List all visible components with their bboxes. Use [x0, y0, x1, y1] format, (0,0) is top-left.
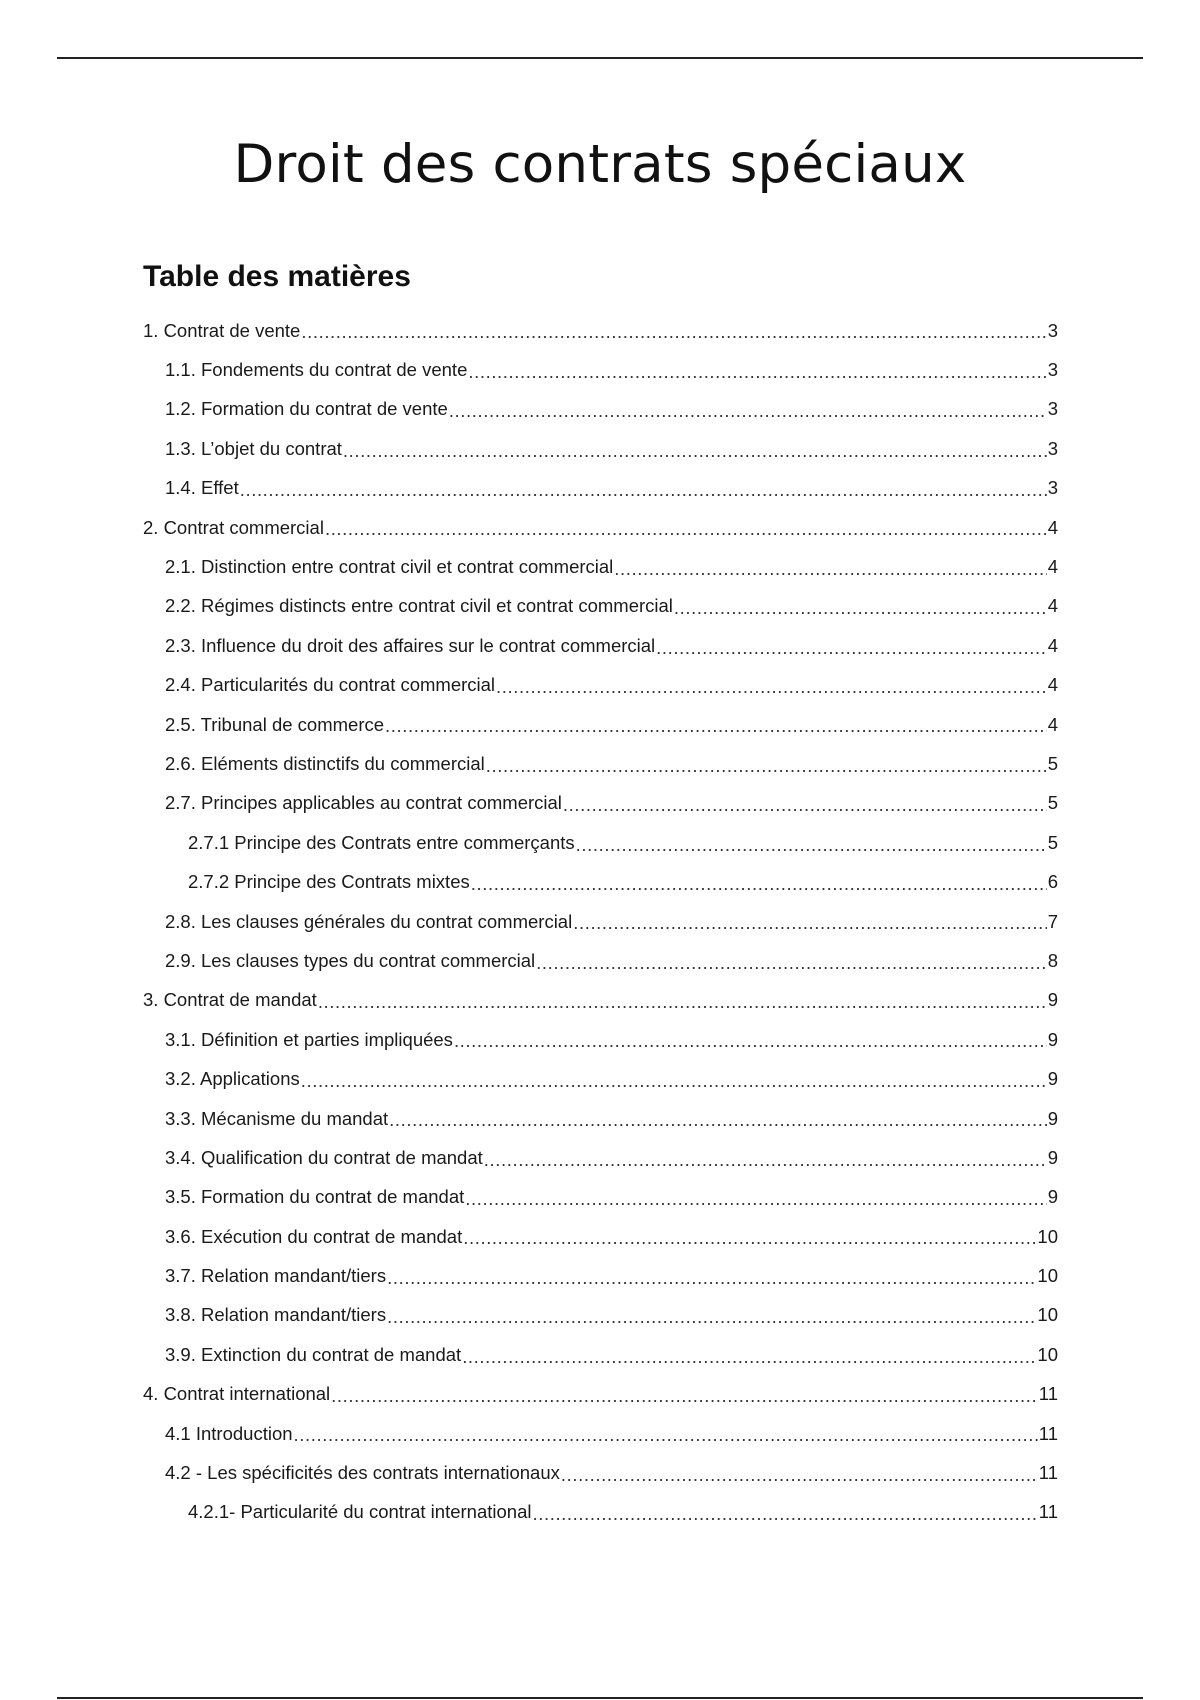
- toc-entry-label: 4.1 Introduction: [165, 1422, 293, 1444]
- toc-entry-page-number: 11: [1038, 1501, 1058, 1523]
- toc-entry-label: 3.7. Relation mandant/tiers: [165, 1265, 387, 1287]
- toc-entry-page-number: 5: [1047, 752, 1058, 774]
- toc-dot-leader: [471, 873, 1047, 892]
- toc-entry-page-number: 11: [1038, 1422, 1058, 1444]
- toc-entry-page-number: 4: [1047, 516, 1058, 538]
- toc-entry-page-number: 3: [1047, 359, 1058, 381]
- toc-entry-label: 2.2. Régimes distincts entre contrat civil et contrat commercial: [165, 595, 673, 617]
- toc-entry-label: 4. Contrat international: [143, 1383, 331, 1405]
- toc-entry[interactable]: [143, 1296, 1058, 1335]
- toc-dot-leader: [465, 1188, 1046, 1207]
- toc-dot-leader: [532, 1503, 1037, 1522]
- toc-entry[interactable]: [143, 1020, 1058, 1059]
- toc-entry-page-number: 4: [1047, 556, 1058, 578]
- toc-dot-leader: [301, 321, 1046, 340]
- toc-dot-leader: [614, 558, 1046, 577]
- toc-entry-page-number: 3: [1047, 437, 1058, 459]
- toc-entry[interactable]: [143, 1138, 1058, 1177]
- toc-entry-page-number: 6: [1047, 871, 1058, 893]
- header-rule: [57, 57, 1143, 59]
- toc-entry-page-number: 5: [1047, 792, 1058, 814]
- toc-heading: Table des matières: [143, 260, 411, 293]
- toc-entry-label: 2.5. Tribunal de commerce: [165, 713, 385, 735]
- toc-dot-leader: [301, 1070, 1047, 1089]
- toc-entry[interactable]: [143, 666, 1058, 705]
- toc-dot-leader: [318, 991, 1047, 1010]
- toc-entry-page-number: 9: [1047, 1186, 1058, 1208]
- toc-entry[interactable]: [143, 1493, 1058, 1532]
- toc-dot-leader: [389, 1109, 1047, 1128]
- toc-entry[interactable]: [143, 1453, 1058, 1492]
- toc-entry-page-number: 9: [1047, 1028, 1058, 1050]
- toc-dot-leader: [454, 1030, 1047, 1049]
- toc-entry-label: 2.3. Influence du droit des affaires sur le contrat commercial: [165, 634, 656, 656]
- toc-dot-leader: [462, 1346, 1036, 1365]
- toc-entry[interactable]: [143, 1256, 1058, 1295]
- toc-entry-page-number: 9: [1047, 989, 1058, 1011]
- toc-entry-label: 3. Contrat de mandat: [143, 989, 317, 1011]
- document-title: Droit des contrats spéciaux: [233, 134, 967, 195]
- toc-entry-label: 3.2. Applications: [165, 1068, 300, 1090]
- toc-entry[interactable]: [143, 429, 1058, 468]
- toc-entry[interactable]: [143, 902, 1058, 941]
- toc-entry[interactable]: [143, 1059, 1058, 1098]
- toc-entry-page-number: 4: [1047, 634, 1058, 656]
- toc-dot-leader: [387, 1306, 1036, 1325]
- toc-entry-label: 1.4. Effet: [165, 477, 239, 499]
- toc-entry-label: 1. Contrat de vente: [143, 319, 301, 341]
- toc-entry-label: 2.4. Particularités du contrat commercial: [165, 674, 496, 696]
- toc-entry[interactable]: [143, 784, 1058, 823]
- toc-entry-label: 3.4. Qualification du contrat de mandat: [165, 1146, 483, 1168]
- toc-entry-page-number: 3: [1047, 319, 1058, 341]
- toc-entry-label: 2.1. Distinction entre contrat civil et contrat commercial: [165, 556, 614, 578]
- toc-entry[interactable]: [143, 390, 1058, 429]
- toc-dot-leader: [563, 794, 1047, 813]
- toc-entry-label: 1.1. Fondements du contrat de vente: [165, 359, 468, 381]
- toc-dot-leader: [387, 1267, 1036, 1286]
- toc-entry[interactable]: [143, 547, 1058, 586]
- toc-dot-leader: [674, 597, 1047, 616]
- toc-dot-leader: [656, 637, 1047, 656]
- toc-entry[interactable]: [143, 350, 1058, 389]
- toc-dot-leader: [486, 755, 1047, 774]
- toc-entry-label: 3.9. Extinction du contrat de mandat: [165, 1343, 462, 1365]
- toc-entry-page-number: 10: [1037, 1225, 1058, 1247]
- toc-entry-page-number: 3: [1047, 477, 1058, 499]
- toc-entry-label: 2.8. Les clauses générales du contrat commercial: [165, 910, 573, 932]
- toc-entry-label: 3.5. Formation du contrat de mandat: [165, 1186, 465, 1208]
- toc-dot-leader: [240, 479, 1047, 498]
- toc-dot-leader: [468, 361, 1046, 380]
- toc-dot-leader: [561, 1464, 1038, 1483]
- toc-entry-page-number: 11: [1038, 1462, 1058, 1484]
- toc-entry[interactable]: [143, 1414, 1058, 1453]
- toc-entry-page-number: 9: [1047, 1146, 1058, 1168]
- toc-entry-page-number: 10: [1037, 1343, 1058, 1365]
- toc-entry-label: 3.3. Mécanisme du mandat: [165, 1107, 389, 1129]
- toc-entry-label: 4.2 - Les spécificités des contrats internationaux: [165, 1462, 560, 1484]
- toc-entry-page-number: 9: [1047, 1107, 1058, 1129]
- toc-entry[interactable]: [143, 744, 1058, 783]
- toc-entry-label: 2.6. Eléments distinctifs du commercial: [165, 752, 485, 774]
- table-of-contents: [143, 311, 1058, 1532]
- toc-entry-label: 2.7.2 Principe des Contrats mixtes: [188, 871, 470, 893]
- toc-entry[interactable]: [143, 1335, 1058, 1374]
- toc-entry-label: 3.1. Définition et parties impliquées: [165, 1028, 453, 1050]
- toc-dot-leader: [573, 912, 1046, 931]
- toc-dot-leader: [325, 518, 1047, 537]
- toc-entry-page-number: 4: [1047, 595, 1058, 617]
- toc-entry-page-number: 4: [1047, 713, 1058, 735]
- toc-entry[interactable]: [143, 981, 1058, 1020]
- toc-entry[interactable]: [143, 1099, 1058, 1138]
- toc-entry-page-number: 8: [1047, 949, 1058, 971]
- toc-entry-page-number: 5: [1047, 831, 1058, 853]
- toc-entry-label: 4.2.1- Particularité du contrat international: [188, 1501, 532, 1523]
- toc-entry[interactable]: [143, 941, 1058, 980]
- toc-dot-leader: [463, 1227, 1036, 1246]
- footer-rule: [57, 1697, 1143, 1699]
- toc-entry-page-number: 10: [1037, 1265, 1058, 1287]
- toc-entry-label: 3.6. Exécution du contrat de mandat: [165, 1225, 463, 1247]
- toc-entry-label: 2. Contrat commercial: [143, 516, 324, 538]
- toc-entry-label: 3.8. Relation mandant/tiers: [165, 1304, 387, 1326]
- toc-entry-label: 1.3. L’objet du contrat: [165, 437, 342, 459]
- toc-entry[interactable]: [143, 862, 1058, 901]
- toc-entry[interactable]: [143, 1217, 1058, 1256]
- toc-dot-leader: [496, 676, 1047, 695]
- toc-entry-label: 1.2. Formation du contrat de vente: [165, 398, 448, 420]
- toc-entry[interactable]: [143, 508, 1058, 547]
- toc-entry-page-number: 9: [1047, 1068, 1058, 1090]
- toc-entry-page-number: 11: [1038, 1383, 1058, 1405]
- toc-dot-leader: [343, 440, 1047, 459]
- toc-entry[interactable]: [143, 626, 1058, 665]
- toc-entry-page-number: 3: [1047, 398, 1058, 420]
- toc-entry[interactable]: [143, 587, 1058, 626]
- toc-entry-page-number: 10: [1037, 1304, 1058, 1326]
- toc-entry-page-number: 4: [1047, 674, 1058, 696]
- toc-entry-label: 2.7.1 Principe des Contrats entre commerçants: [188, 831, 575, 853]
- toc-dot-leader: [576, 834, 1047, 853]
- toc-dot-leader: [484, 1149, 1047, 1168]
- toc-entry[interactable]: [143, 1375, 1058, 1414]
- toc-entry-label: 2.7. Principes applicables au contrat commercial: [165, 792, 562, 814]
- toc-dot-leader: [331, 1385, 1038, 1404]
- toc-dot-leader: [449, 400, 1047, 419]
- toc-dot-leader: [536, 952, 1047, 971]
- toc-entry-page-number: 7: [1047, 910, 1058, 932]
- toc-dot-leader: [294, 1424, 1038, 1443]
- toc-dot-leader: [385, 715, 1047, 734]
- toc-entry[interactable]: [143, 469, 1058, 508]
- toc-entry[interactable]: [143, 311, 1058, 350]
- toc-entry[interactable]: [143, 705, 1058, 744]
- toc-entry[interactable]: [143, 1178, 1058, 1217]
- toc-entry[interactable]: [143, 823, 1058, 862]
- toc-entry-label: 2.9. Les clauses types du contrat commercial: [165, 949, 536, 971]
